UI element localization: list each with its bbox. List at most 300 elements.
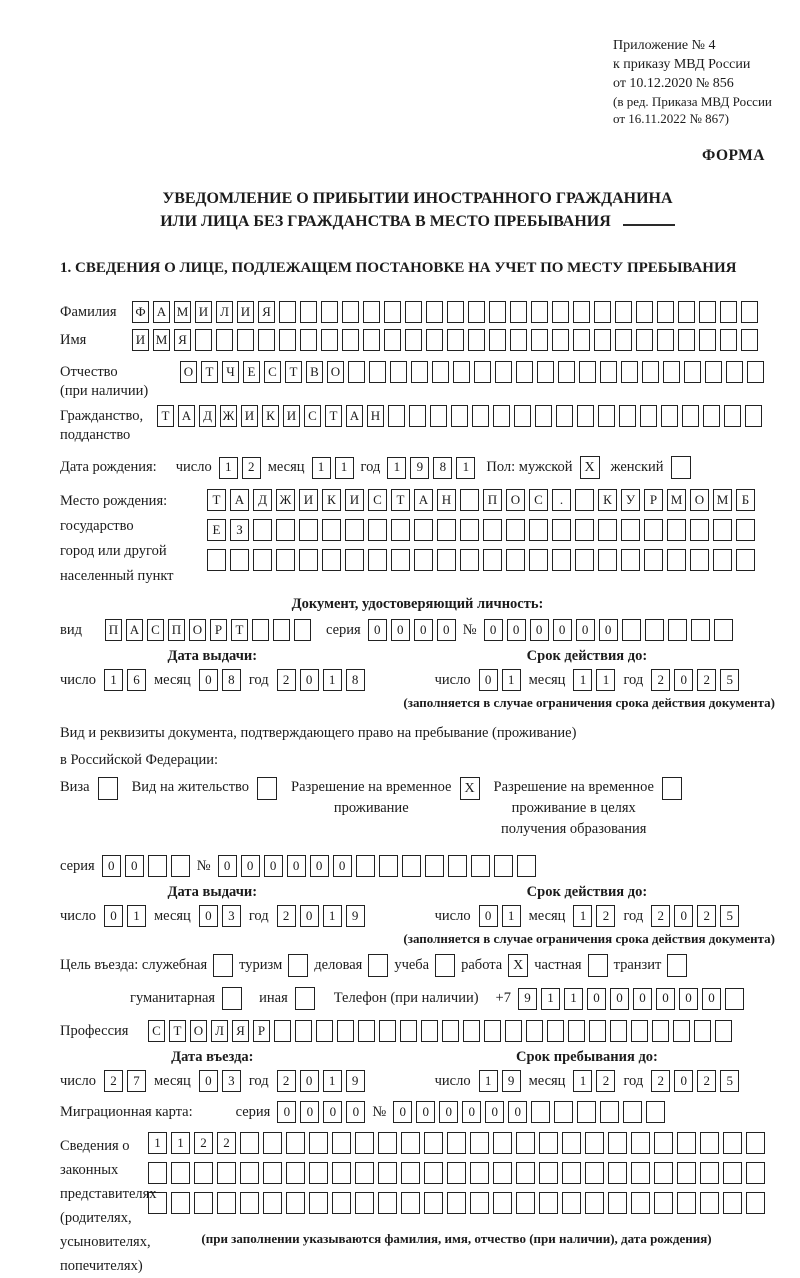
birthplace-cell[interactable]: А bbox=[230, 489, 249, 511]
doc-series-cell[interactable]: 0 bbox=[368, 619, 387, 641]
doc-number-cell[interactable] bbox=[668, 619, 687, 641]
legal-representatives-cell[interactable] bbox=[240, 1162, 259, 1184]
phone-number-cell[interactable]: 0 bbox=[702, 988, 721, 1010]
legal-representatives-cell[interactable] bbox=[332, 1132, 351, 1154]
patronymic-cell[interactable]: О bbox=[180, 361, 197, 383]
citizenship-cell[interactable] bbox=[409, 405, 426, 427]
identity-doc-dates-right-day-cell[interactable]: 1 bbox=[502, 669, 521, 691]
citizenship-cell[interactable]: А bbox=[346, 405, 363, 427]
migcard-number-cell[interactable]: 0 bbox=[508, 1101, 527, 1123]
permit-number-cell[interactable]: 0 bbox=[218, 855, 237, 877]
profession-cell[interactable] bbox=[505, 1020, 522, 1042]
doc-number-cell[interactable]: 0 bbox=[530, 619, 549, 641]
residence-doc-dates-right-day-cell[interactable]: 0 bbox=[479, 905, 498, 927]
residence-doc-dates-right-year-cell[interactable]: 0 bbox=[674, 905, 693, 927]
birthplace-cell[interactable] bbox=[506, 549, 525, 571]
birthplace-cell[interactable]: И bbox=[299, 489, 318, 511]
doc-number-cell[interactable]: 0 bbox=[484, 619, 503, 641]
permit-number-cell[interactable]: 0 bbox=[333, 855, 352, 877]
legal-representatives-cell[interactable] bbox=[470, 1162, 489, 1184]
doc-number-cell[interactable]: 0 bbox=[507, 619, 526, 641]
birthplace-cell[interactable]: . bbox=[552, 489, 571, 511]
birthplace-cell[interactable] bbox=[621, 519, 640, 541]
patronymic-cell[interactable] bbox=[537, 361, 554, 383]
phone-number-cell[interactable] bbox=[725, 988, 744, 1010]
birthplace-cell[interactable]: З bbox=[230, 519, 249, 541]
patronymic-cell[interactable] bbox=[474, 361, 491, 383]
patronymic-cell[interactable] bbox=[600, 361, 617, 383]
patronymic-cell[interactable] bbox=[348, 361, 365, 383]
doc-number-cell[interactable]: 0 bbox=[599, 619, 618, 641]
legal-representatives-cell[interactable] bbox=[631, 1132, 650, 1154]
birthplace-cell[interactable] bbox=[437, 519, 456, 541]
surname-cell[interactable] bbox=[468, 301, 485, 323]
legal-representatives-cell[interactable] bbox=[539, 1162, 558, 1184]
birthplace-cell[interactable]: Е bbox=[207, 519, 226, 541]
birthplace-cell[interactable] bbox=[598, 549, 617, 571]
legal-representatives-cell[interactable] bbox=[240, 1192, 259, 1214]
surname-cell[interactable]: Я bbox=[258, 301, 275, 323]
legal-representatives-cell[interactable] bbox=[562, 1132, 581, 1154]
legal-representatives-cell[interactable] bbox=[654, 1162, 673, 1184]
profession-cell[interactable] bbox=[379, 1020, 396, 1042]
given-name-cell[interactable] bbox=[720, 329, 737, 351]
surname-cell[interactable]: А bbox=[153, 301, 170, 323]
checkbox-visa[interactable] bbox=[98, 777, 118, 800]
birthplace-cell[interactable] bbox=[460, 519, 479, 541]
doc-type-cell[interactable] bbox=[273, 619, 290, 641]
given-name-cell[interactable] bbox=[384, 329, 401, 351]
given-name-cell[interactable] bbox=[258, 329, 275, 351]
birthplace-cell[interactable]: Ж bbox=[276, 489, 295, 511]
doc-type-cell[interactable]: О bbox=[189, 619, 206, 641]
given-name-cell[interactable] bbox=[237, 329, 254, 351]
surname-cell[interactable] bbox=[720, 301, 737, 323]
checkbox-transit[interactable] bbox=[667, 954, 687, 977]
profession-cell[interactable] bbox=[316, 1020, 333, 1042]
citizenship-cell[interactable]: И bbox=[241, 405, 258, 427]
patronymic-cell[interactable]: Е bbox=[243, 361, 260, 383]
surname-cell[interactable]: Л bbox=[216, 301, 233, 323]
residence-doc-dates-right-day-cell[interactable]: 1 bbox=[502, 905, 521, 927]
entry-dates-right-year-cell[interactable]: 0 bbox=[674, 1070, 693, 1092]
checkbox-residence-permit[interactable] bbox=[257, 777, 277, 800]
legal-representatives-cell[interactable] bbox=[723, 1192, 742, 1214]
birth-day-cell[interactable]: 2 bbox=[242, 457, 261, 479]
surname-cell[interactable] bbox=[699, 301, 716, 323]
legal-representatives-cell[interactable] bbox=[286, 1162, 305, 1184]
legal-representatives-cell[interactable] bbox=[723, 1162, 742, 1184]
citizenship-cell[interactable] bbox=[619, 405, 636, 427]
doc-series-cell[interactable]: 0 bbox=[414, 619, 433, 641]
citizenship-cell[interactable] bbox=[598, 405, 615, 427]
residence-doc-dates-right-year-cell[interactable]: 5 bbox=[720, 905, 739, 927]
birth-year-cell[interactable]: 9 bbox=[410, 457, 429, 479]
given-name-cell[interactable]: М bbox=[153, 329, 170, 351]
birth-year-cell[interactable]: 1 bbox=[456, 457, 475, 479]
legal-representatives-cell[interactable] bbox=[447, 1132, 466, 1154]
legal-representatives-cell[interactable] bbox=[562, 1192, 581, 1214]
legal-representatives-cell[interactable]: 1 bbox=[171, 1132, 190, 1154]
phone-number-cell[interactable]: 0 bbox=[679, 988, 698, 1010]
patronymic-cell[interactable] bbox=[495, 361, 512, 383]
surname-cell[interactable] bbox=[300, 301, 317, 323]
birthplace-cell[interactable] bbox=[644, 519, 663, 541]
residence-doc-dates-right-year-cell[interactable]: 2 bbox=[697, 905, 716, 927]
checkbox-official[interactable] bbox=[213, 954, 233, 977]
legal-representatives-cell[interactable] bbox=[217, 1192, 236, 1214]
residence-doc-dates-left-day-cell[interactable]: 0 bbox=[104, 905, 123, 927]
migcard-number-cell[interactable] bbox=[554, 1101, 573, 1123]
birthplace-cell[interactable]: М bbox=[713, 489, 732, 511]
legal-representatives-cell[interactable] bbox=[493, 1162, 512, 1184]
legal-representatives-cell[interactable] bbox=[263, 1132, 282, 1154]
surname-cell[interactable]: И bbox=[195, 301, 212, 323]
surname-cell[interactable] bbox=[573, 301, 590, 323]
legal-representatives-cell[interactable] bbox=[585, 1162, 604, 1184]
legal-representatives-cell[interactable] bbox=[286, 1192, 305, 1214]
legal-representatives-cell[interactable] bbox=[516, 1192, 535, 1214]
doc-number-cell[interactable] bbox=[622, 619, 641, 641]
profession-cell[interactable] bbox=[589, 1020, 606, 1042]
phone-number-cell[interactable]: 0 bbox=[633, 988, 652, 1010]
entry-dates-left-month-cell[interactable]: 3 bbox=[222, 1070, 241, 1092]
permit-number-cell[interactable]: 0 bbox=[241, 855, 260, 877]
surname-cell[interactable] bbox=[321, 301, 338, 323]
birthplace-cell[interactable] bbox=[322, 549, 341, 571]
legal-representatives-cell[interactable] bbox=[493, 1132, 512, 1154]
legal-representatives-cell[interactable] bbox=[355, 1192, 374, 1214]
birth-day-cell[interactable]: 1 bbox=[219, 457, 238, 479]
surname-cell[interactable] bbox=[552, 301, 569, 323]
birthplace-cell[interactable]: П bbox=[483, 489, 502, 511]
phone-number-cell[interactable]: 0 bbox=[587, 988, 606, 1010]
legal-representatives-cell[interactable] bbox=[263, 1192, 282, 1214]
legal-representatives-cell[interactable] bbox=[700, 1192, 719, 1214]
surname-cell[interactable] bbox=[741, 301, 758, 323]
birthplace-cell[interactable]: Р bbox=[644, 489, 663, 511]
legal-representatives-cell[interactable] bbox=[194, 1192, 213, 1214]
identity-doc-dates-left-month-cell[interactable]: 8 bbox=[222, 669, 241, 691]
checkbox-study[interactable] bbox=[435, 954, 455, 977]
checkbox-female[interactable] bbox=[671, 456, 691, 479]
profession-cell[interactable] bbox=[631, 1020, 648, 1042]
legal-representatives-cell[interactable] bbox=[355, 1162, 374, 1184]
birth-year-cell[interactable]: 8 bbox=[433, 457, 452, 479]
entry-dates-left-year-cell[interactable]: 2 bbox=[277, 1070, 296, 1092]
birthplace-cell[interactable] bbox=[529, 549, 548, 571]
migcard-series-cell[interactable]: 0 bbox=[300, 1101, 319, 1123]
patronymic-cell[interactable] bbox=[621, 361, 638, 383]
given-name-cell[interactable] bbox=[468, 329, 485, 351]
checkbox-humanitarian[interactable] bbox=[222, 987, 242, 1010]
birthplace-cell[interactable] bbox=[345, 519, 364, 541]
citizenship-cell[interactable]: Н bbox=[367, 405, 384, 427]
legal-representatives-cell[interactable] bbox=[401, 1132, 420, 1154]
legal-representatives-cell[interactable] bbox=[332, 1162, 351, 1184]
birthplace-cell[interactable]: Б bbox=[736, 489, 755, 511]
patronymic-cell[interactable] bbox=[642, 361, 659, 383]
surname-cell[interactable] bbox=[489, 301, 506, 323]
legal-representatives-cell[interactable] bbox=[424, 1132, 443, 1154]
checkbox-temporary-residence-education[interactable] bbox=[662, 777, 682, 800]
birthplace-cell[interactable] bbox=[483, 549, 502, 571]
migcard-series-cell[interactable]: 0 bbox=[346, 1101, 365, 1123]
legal-representatives-cell[interactable] bbox=[148, 1192, 167, 1214]
entry-dates-right-month-cell[interactable]: 2 bbox=[596, 1070, 615, 1092]
birthplace-cell[interactable]: О bbox=[506, 489, 525, 511]
legal-representatives-cell[interactable] bbox=[148, 1162, 167, 1184]
citizenship-cell[interactable] bbox=[682, 405, 699, 427]
citizenship-cell[interactable] bbox=[661, 405, 678, 427]
patronymic-cell[interactable] bbox=[516, 361, 533, 383]
birthplace-cell[interactable] bbox=[299, 549, 318, 571]
permit-number-cell[interactable] bbox=[471, 855, 490, 877]
legal-representatives-cell[interactable] bbox=[700, 1132, 719, 1154]
birthplace-cell[interactable] bbox=[460, 549, 479, 571]
birthplace-cell[interactable]: О bbox=[690, 489, 709, 511]
birthplace-cell[interactable] bbox=[414, 519, 433, 541]
migcard-number-cell[interactable]: 0 bbox=[485, 1101, 504, 1123]
migcard-series-cell[interactable]: 0 bbox=[277, 1101, 296, 1123]
legal-representatives-cell[interactable] bbox=[171, 1162, 190, 1184]
surname-cell[interactable] bbox=[342, 301, 359, 323]
legal-representatives-cell[interactable] bbox=[677, 1162, 696, 1184]
profession-cell[interactable] bbox=[673, 1020, 690, 1042]
birthplace-cell[interactable] bbox=[713, 519, 732, 541]
birthplace-cell[interactable] bbox=[713, 549, 732, 571]
birthplace-cell[interactable]: С bbox=[368, 489, 387, 511]
legal-representatives-cell[interactable] bbox=[654, 1132, 673, 1154]
birthplace-cell[interactable]: Т bbox=[391, 489, 410, 511]
legal-representatives-cell[interactable] bbox=[585, 1192, 604, 1214]
legal-representatives-cell[interactable] bbox=[378, 1192, 397, 1214]
birthplace-cell[interactable]: Д bbox=[253, 489, 272, 511]
doc-type-cell[interactable]: П bbox=[105, 619, 122, 641]
legal-representatives-cell[interactable] bbox=[309, 1192, 328, 1214]
birthplace-cell[interactable] bbox=[253, 549, 272, 571]
identity-doc-dates-right-year-cell[interactable]: 5 bbox=[720, 669, 739, 691]
legal-representatives-cell[interactable] bbox=[746, 1132, 765, 1154]
entry-dates-right-month-cell[interactable]: 1 bbox=[573, 1070, 592, 1092]
phone-number-cell[interactable]: 9 bbox=[518, 988, 537, 1010]
birthplace-cell[interactable] bbox=[667, 519, 686, 541]
patronymic-cell[interactable] bbox=[684, 361, 701, 383]
given-name-cell[interactable] bbox=[405, 329, 422, 351]
patronymic-cell[interactable] bbox=[747, 361, 764, 383]
permit-series-cell[interactable] bbox=[171, 855, 190, 877]
residence-doc-dates-right-year-cell[interactable]: 2 bbox=[651, 905, 670, 927]
checkbox-private[interactable] bbox=[588, 954, 608, 977]
patronymic-cell[interactable] bbox=[579, 361, 596, 383]
identity-doc-dates-right-year-cell[interactable]: 2 bbox=[651, 669, 670, 691]
profession-cell[interactable] bbox=[295, 1020, 312, 1042]
birthplace-cell[interactable] bbox=[207, 549, 226, 571]
surname-cell[interactable] bbox=[384, 301, 401, 323]
surname-cell[interactable] bbox=[531, 301, 548, 323]
identity-doc-dates-left-year-cell[interactable]: 2 bbox=[277, 669, 296, 691]
doc-number-cell[interactable] bbox=[645, 619, 664, 641]
given-name-cell[interactable] bbox=[741, 329, 758, 351]
identity-doc-dates-right-year-cell[interactable]: 0 bbox=[674, 669, 693, 691]
profession-cell[interactable] bbox=[463, 1020, 480, 1042]
legal-representatives-cell[interactable] bbox=[309, 1132, 328, 1154]
entry-dates-left-year-cell[interactable]: 9 bbox=[346, 1070, 365, 1092]
birthplace-cell[interactable] bbox=[276, 549, 295, 571]
citizenship-cell[interactable] bbox=[577, 405, 594, 427]
birthplace-cell[interactable] bbox=[253, 519, 272, 541]
birthplace-cell[interactable] bbox=[598, 519, 617, 541]
birthplace-cell[interactable] bbox=[299, 519, 318, 541]
birthplace-cell[interactable] bbox=[690, 519, 709, 541]
surname-cell[interactable] bbox=[447, 301, 464, 323]
legal-representatives-cell[interactable] bbox=[171, 1192, 190, 1214]
birthplace-cell[interactable]: М bbox=[667, 489, 686, 511]
surname-cell[interactable] bbox=[363, 301, 380, 323]
profession-cell[interactable] bbox=[358, 1020, 375, 1042]
entry-dates-left-year-cell[interactable]: 1 bbox=[323, 1070, 342, 1092]
profession-cell[interactable] bbox=[484, 1020, 501, 1042]
entry-dates-right-year-cell[interactable]: 5 bbox=[720, 1070, 739, 1092]
given-name-cell[interactable] bbox=[489, 329, 506, 351]
entry-dates-right-day-cell[interactable]: 9 bbox=[502, 1070, 521, 1092]
profession-cell[interactable]: Л bbox=[211, 1020, 228, 1042]
residence-doc-dates-left-month-cell[interactable]: 0 bbox=[199, 905, 218, 927]
profession-cell[interactable] bbox=[442, 1020, 459, 1042]
permit-series-cell[interactable]: 0 bbox=[125, 855, 144, 877]
citizenship-cell[interactable] bbox=[493, 405, 510, 427]
profession-cell[interactable] bbox=[274, 1020, 291, 1042]
permit-number-cell[interactable] bbox=[517, 855, 536, 877]
phone-number-cell[interactable]: 1 bbox=[541, 988, 560, 1010]
birthplace-cell[interactable] bbox=[506, 519, 525, 541]
birthplace-cell[interactable] bbox=[483, 519, 502, 541]
identity-doc-dates-left-day-cell[interactable]: 6 bbox=[127, 669, 146, 691]
residence-doc-dates-left-year-cell[interactable]: 0 bbox=[300, 905, 319, 927]
citizenship-cell[interactable] bbox=[535, 405, 552, 427]
given-name-cell[interactable] bbox=[363, 329, 380, 351]
permit-number-cell[interactable]: 0 bbox=[287, 855, 306, 877]
birthplace-cell[interactable] bbox=[736, 549, 755, 571]
legal-representatives-cell[interactable] bbox=[424, 1192, 443, 1214]
given-name-cell[interactable] bbox=[552, 329, 569, 351]
birthplace-cell[interactable] bbox=[644, 549, 663, 571]
citizenship-cell[interactable]: С bbox=[304, 405, 321, 427]
surname-cell[interactable] bbox=[636, 301, 653, 323]
given-name-cell[interactable] bbox=[678, 329, 695, 351]
surname-cell[interactable] bbox=[657, 301, 674, 323]
birthplace-cell[interactable] bbox=[736, 519, 755, 541]
migcard-number-cell[interactable] bbox=[646, 1101, 665, 1123]
migcard-number-cell[interactable] bbox=[600, 1101, 619, 1123]
birthplace-cell[interactable]: У bbox=[621, 489, 640, 511]
birthplace-cell[interactable]: С bbox=[529, 489, 548, 511]
permit-number-cell[interactable] bbox=[494, 855, 513, 877]
identity-doc-dates-right-year-cell[interactable]: 2 bbox=[697, 669, 716, 691]
doc-type-cell[interactable]: П bbox=[168, 619, 185, 641]
birthplace-cell[interactable] bbox=[667, 549, 686, 571]
phone-number-cell[interactable]: 0 bbox=[610, 988, 629, 1010]
birthplace-cell[interactable] bbox=[276, 519, 295, 541]
birthplace-cell[interactable] bbox=[391, 519, 410, 541]
profession-cell[interactable] bbox=[547, 1020, 564, 1042]
surname-cell[interactable] bbox=[615, 301, 632, 323]
birthplace-cell[interactable] bbox=[345, 549, 364, 571]
legal-representatives-cell[interactable] bbox=[355, 1132, 374, 1154]
identity-doc-dates-left-month-cell[interactable]: 0 bbox=[199, 669, 218, 691]
given-name-cell[interactable] bbox=[594, 329, 611, 351]
patronymic-cell[interactable]: В bbox=[306, 361, 323, 383]
citizenship-cell[interactable] bbox=[451, 405, 468, 427]
profession-cell[interactable] bbox=[715, 1020, 732, 1042]
entry-dates-right-year-cell[interactable]: 2 bbox=[651, 1070, 670, 1092]
birthplace-cell[interactable] bbox=[552, 549, 571, 571]
patronymic-cell[interactable] bbox=[663, 361, 680, 383]
legal-representatives-cell[interactable] bbox=[608, 1162, 627, 1184]
patronymic-cell[interactable]: Ч bbox=[222, 361, 239, 383]
citizenship-cell[interactable] bbox=[703, 405, 720, 427]
patronymic-cell[interactable] bbox=[558, 361, 575, 383]
migcard-number-cell[interactable]: 0 bbox=[393, 1101, 412, 1123]
citizenship-cell[interactable]: Д bbox=[199, 405, 216, 427]
given-name-cell[interactable] bbox=[342, 329, 359, 351]
legal-representatives-cell[interactable] bbox=[424, 1162, 443, 1184]
birthplace-cell[interactable] bbox=[230, 549, 249, 571]
identity-doc-dates-right-day-cell[interactable]: 0 bbox=[479, 669, 498, 691]
legal-representatives-cell[interactable] bbox=[746, 1192, 765, 1214]
identity-doc-dates-left-year-cell[interactable]: 0 bbox=[300, 669, 319, 691]
identity-doc-dates-left-day-cell[interactable]: 1 bbox=[104, 669, 123, 691]
given-name-cell[interactable] bbox=[531, 329, 548, 351]
surname-cell[interactable] bbox=[405, 301, 422, 323]
legal-representatives-cell[interactable] bbox=[746, 1162, 765, 1184]
profession-cell[interactable] bbox=[337, 1020, 354, 1042]
patronymic-cell[interactable] bbox=[432, 361, 449, 383]
patronymic-cell[interactable]: О bbox=[327, 361, 344, 383]
birthplace-cell[interactable]: Т bbox=[207, 489, 226, 511]
migcard-number-cell[interactable] bbox=[577, 1101, 596, 1123]
citizenship-cell[interactable] bbox=[640, 405, 657, 427]
phone-number-cell[interactable]: 0 bbox=[656, 988, 675, 1010]
migcard-number-cell[interactable]: 0 bbox=[462, 1101, 481, 1123]
citizenship-cell[interactable] bbox=[472, 405, 489, 427]
given-name-cell[interactable] bbox=[321, 329, 338, 351]
legal-representatives-cell[interactable] bbox=[631, 1192, 650, 1214]
profession-cell[interactable]: О bbox=[190, 1020, 207, 1042]
legal-representatives-cell[interactable] bbox=[309, 1162, 328, 1184]
doc-series-cell[interactable]: 0 bbox=[391, 619, 410, 641]
birthplace-cell[interactable] bbox=[322, 519, 341, 541]
patronymic-cell[interactable] bbox=[369, 361, 386, 383]
profession-cell[interactable]: С bbox=[148, 1020, 165, 1042]
legal-representatives-cell[interactable] bbox=[539, 1192, 558, 1214]
entry-dates-left-month-cell[interactable]: 0 bbox=[199, 1070, 218, 1092]
identity-doc-dates-right-month-cell[interactable]: 1 bbox=[573, 669, 592, 691]
birthplace-cell[interactable] bbox=[575, 519, 594, 541]
birthplace-cell[interactable] bbox=[437, 549, 456, 571]
identity-doc-dates-left-year-cell[interactable]: 1 bbox=[323, 669, 342, 691]
doc-number-cell[interactable]: 0 bbox=[576, 619, 595, 641]
citizenship-cell[interactable] bbox=[556, 405, 573, 427]
legal-representatives-cell[interactable] bbox=[217, 1162, 236, 1184]
patronymic-cell[interactable] bbox=[390, 361, 407, 383]
profession-cell[interactable] bbox=[400, 1020, 417, 1042]
given-name-cell[interactable] bbox=[657, 329, 674, 351]
legal-representatives-cell[interactable] bbox=[240, 1132, 259, 1154]
birthplace-cell[interactable]: К bbox=[598, 489, 617, 511]
permit-number-cell[interactable]: 0 bbox=[310, 855, 329, 877]
migcard-number-cell[interactable] bbox=[531, 1101, 550, 1123]
